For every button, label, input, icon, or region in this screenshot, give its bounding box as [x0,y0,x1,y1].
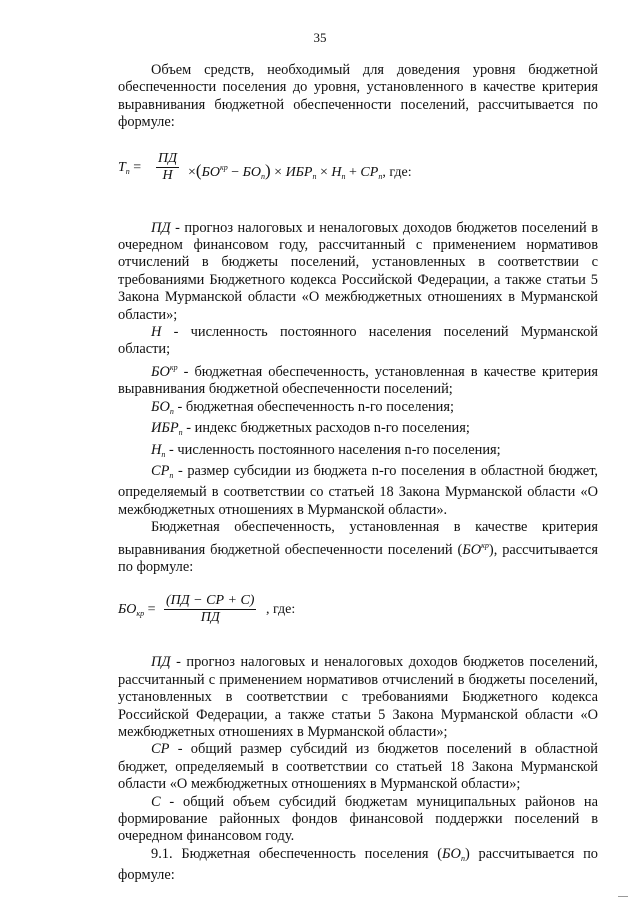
def-h-n: $Н_п$ - численность постоянного населения n-го поселения; [151,441,501,459]
formula-transfer-volume: $Т_п$ = ПД Н $\times(БО^{кр} - БО_п) \times ИБР_п \times Н_п + СР_п$, где: [118,150,412,183]
def-pd: ПД - прогноз налоговых и неналоговых доходов бюджетов поселений в очередном финансовом году, рассчитанный с применением нормативов отчислений в бюджеты поселений, установленных в соответствии с требованиями Бюджетного кодекса Российской Федерации, а также статьи 5 Закона Мурманской области «О межбюджетных отношениях в Мурманской области»; [118,219,598,323]
def-n: Н - численность постоянного населения поселений Мурманской области; [118,324,598,358]
def-cp-n: $СР_п$ - размер субсидии из бюджета n-го поселения в областной бюджет, определяемый в соответствии со статьей 18 Закона Мурманской области «О межбюджетных отношениях в Мурманской области». [118,462,598,518]
page-number: 35 [313,30,327,45]
document-body [118,62,598,885]
formula2-fraction: (ПД − СР + С) ПД [166,593,255,626]
scan-margin-mark [618,896,628,897]
def-bo-kr: $БО^{кр}$ - бюджетная обеспеченность, установленная в качестве критерия выравнивания бюджетной обеспеченности поселений; [118,362,598,398]
intro-paragraph: Объем средств, необходимый для доведения уровня бюджетной обеспеченности поселения до уровня, установленного в качестве критерия выравнивания бюджетной обеспеченности поселений, рассчитывается по формуле: [118,62,598,131]
def-ibr-n: $ИБР_п$ - индекс бюджетных расходов n-го поселения; [151,420,470,438]
def2-cp: СР - общий размер субсидий из бюджетов поселений в областной бюджет, определяемый в соответствии со статьей 18 Закона Мурманской области «О межбюджетных отношениях в Мурманской области»; [118,741,598,793]
formula-criterion: $БО_{кр}$ = (ПД − СР + С) ПД , где: [118,593,296,626]
section-9-1-paragraph: 9.1. Бюджетная обеспеченность поселения $(БО_п)$ рассчитывается по формуле: [118,845,598,884]
criterion-paragraph: Бюджетная обеспеченность, установленная в качестве критерия выравнивания бюджетной обеспеченности поселений $(БО^{кр})$, рассчитывается по формуле: [118,519,599,575]
def2-c: С - общий объем субсидий бюджетам муниципальных районов на формирование районных фондов финансовой поддержки поселений в очередном финансовом году. [118,793,598,845]
def-bo-n: $БО_п$ - бюджетная обеспеченность n-го поселения; [151,398,455,416]
formula1-fraction: ПД Н [158,150,178,183]
def2-pd: ПД - прогноз налоговых и неналоговых доходов бюджетов поселений, рассчитанный с применением нормативов отчислений в бюджеты поселений, установленных в соответствии с требованиями Бюджетного кодекса Российской Федерации, а также статьи 5 Закона Мурманской области «О межбюджетных отношениях в Мурманской области»; [118,654,598,740]
